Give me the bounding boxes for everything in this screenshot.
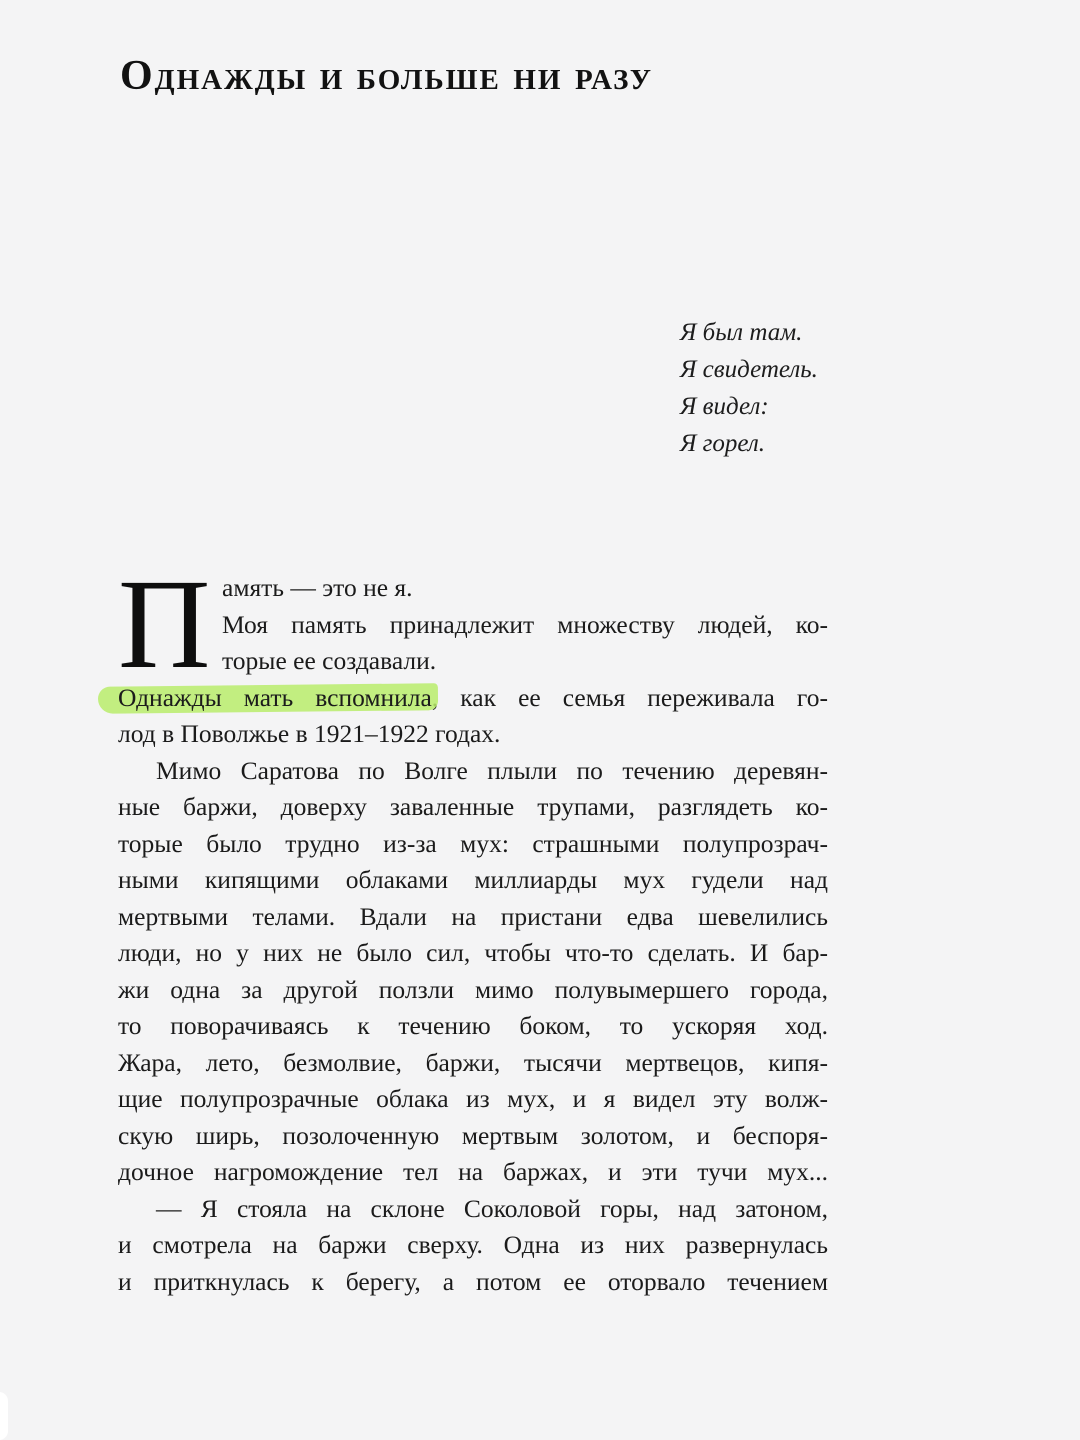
text-line: амять — это не я. — [222, 573, 413, 602]
text-line: торые было трудно из-за мух: страшными полупрозрач- — [118, 828, 828, 858]
text-line: и приткнулась к берегу, а потом ее оторвало течением — [118, 1266, 828, 1296]
text-fragment: , как ее семья переживала го- — [431, 682, 828, 712]
text-line: скую ширь, позолоченную мертвым золотом, и беспоря- — [118, 1120, 828, 1150]
drop-cap: П — [118, 553, 211, 695]
text-line: люди, но у них не было сил, чтобы что-то сделать. И бар- — [118, 938, 828, 967]
epigraph-line: Я горел. — [680, 430, 766, 457]
text-line: торые ее создавали. — [222, 646, 437, 675]
epigraph-line: Я видел: — [680, 393, 769, 420]
page-edge-mark — [0, 1392, 8, 1440]
text-line: — Я стояла на склоне Соколовой горы, над затоном, — [156, 1193, 828, 1223]
text-line: то поворачиваясь к течению боком, то ускоряя ход. — [118, 1011, 828, 1040]
text-line: жи одна за другой ползли мимо полувымершего города, — [118, 974, 828, 1004]
text-line: лод в Поволжье в 1921–1922 годах. — [118, 719, 501, 748]
body-text — [118, 553, 828, 1300]
highlighted-text-line — [118, 680, 828, 717]
text-line: ные баржи, доверху заваленные трупами, разглядеть ко- — [118, 792, 828, 821]
text-line: щие полупрозрачные облака из мух, и я видел эту волж- — [118, 1084, 828, 1113]
epigraph-line: Я свидетель. — [680, 356, 818, 383]
text-line: ными кипящими облаками миллиарды мух гудели над — [118, 865, 828, 894]
text-highlight[interactable]: Однажды мать вспомнила — [118, 682, 432, 712]
text-line: мертвыми телами. Вдали на пристани едва шевелились — [118, 901, 828, 931]
text-line: Моя память принадлежит множеству людей, ко- — [222, 609, 828, 639]
text-line: дочное нагромождение тел на баржах, и эти тучи мух... — [118, 1157, 828, 1186]
text-line: Мимо Саратова по Волге плыли по течению деревян- — [156, 755, 828, 785]
text-line: Жара, лето, безмолвие, баржи, тысячи мертвецов, кипя- — [118, 1047, 828, 1077]
epigraph — [680, 314, 818, 462]
chapter-title: Однажды и больше ни разу — [120, 53, 654, 99]
text-line: и смотрела на баржи сверху. Одна из них развернулась — [118, 1230, 828, 1259]
epigraph-line: Я был там. — [680, 319, 803, 346]
